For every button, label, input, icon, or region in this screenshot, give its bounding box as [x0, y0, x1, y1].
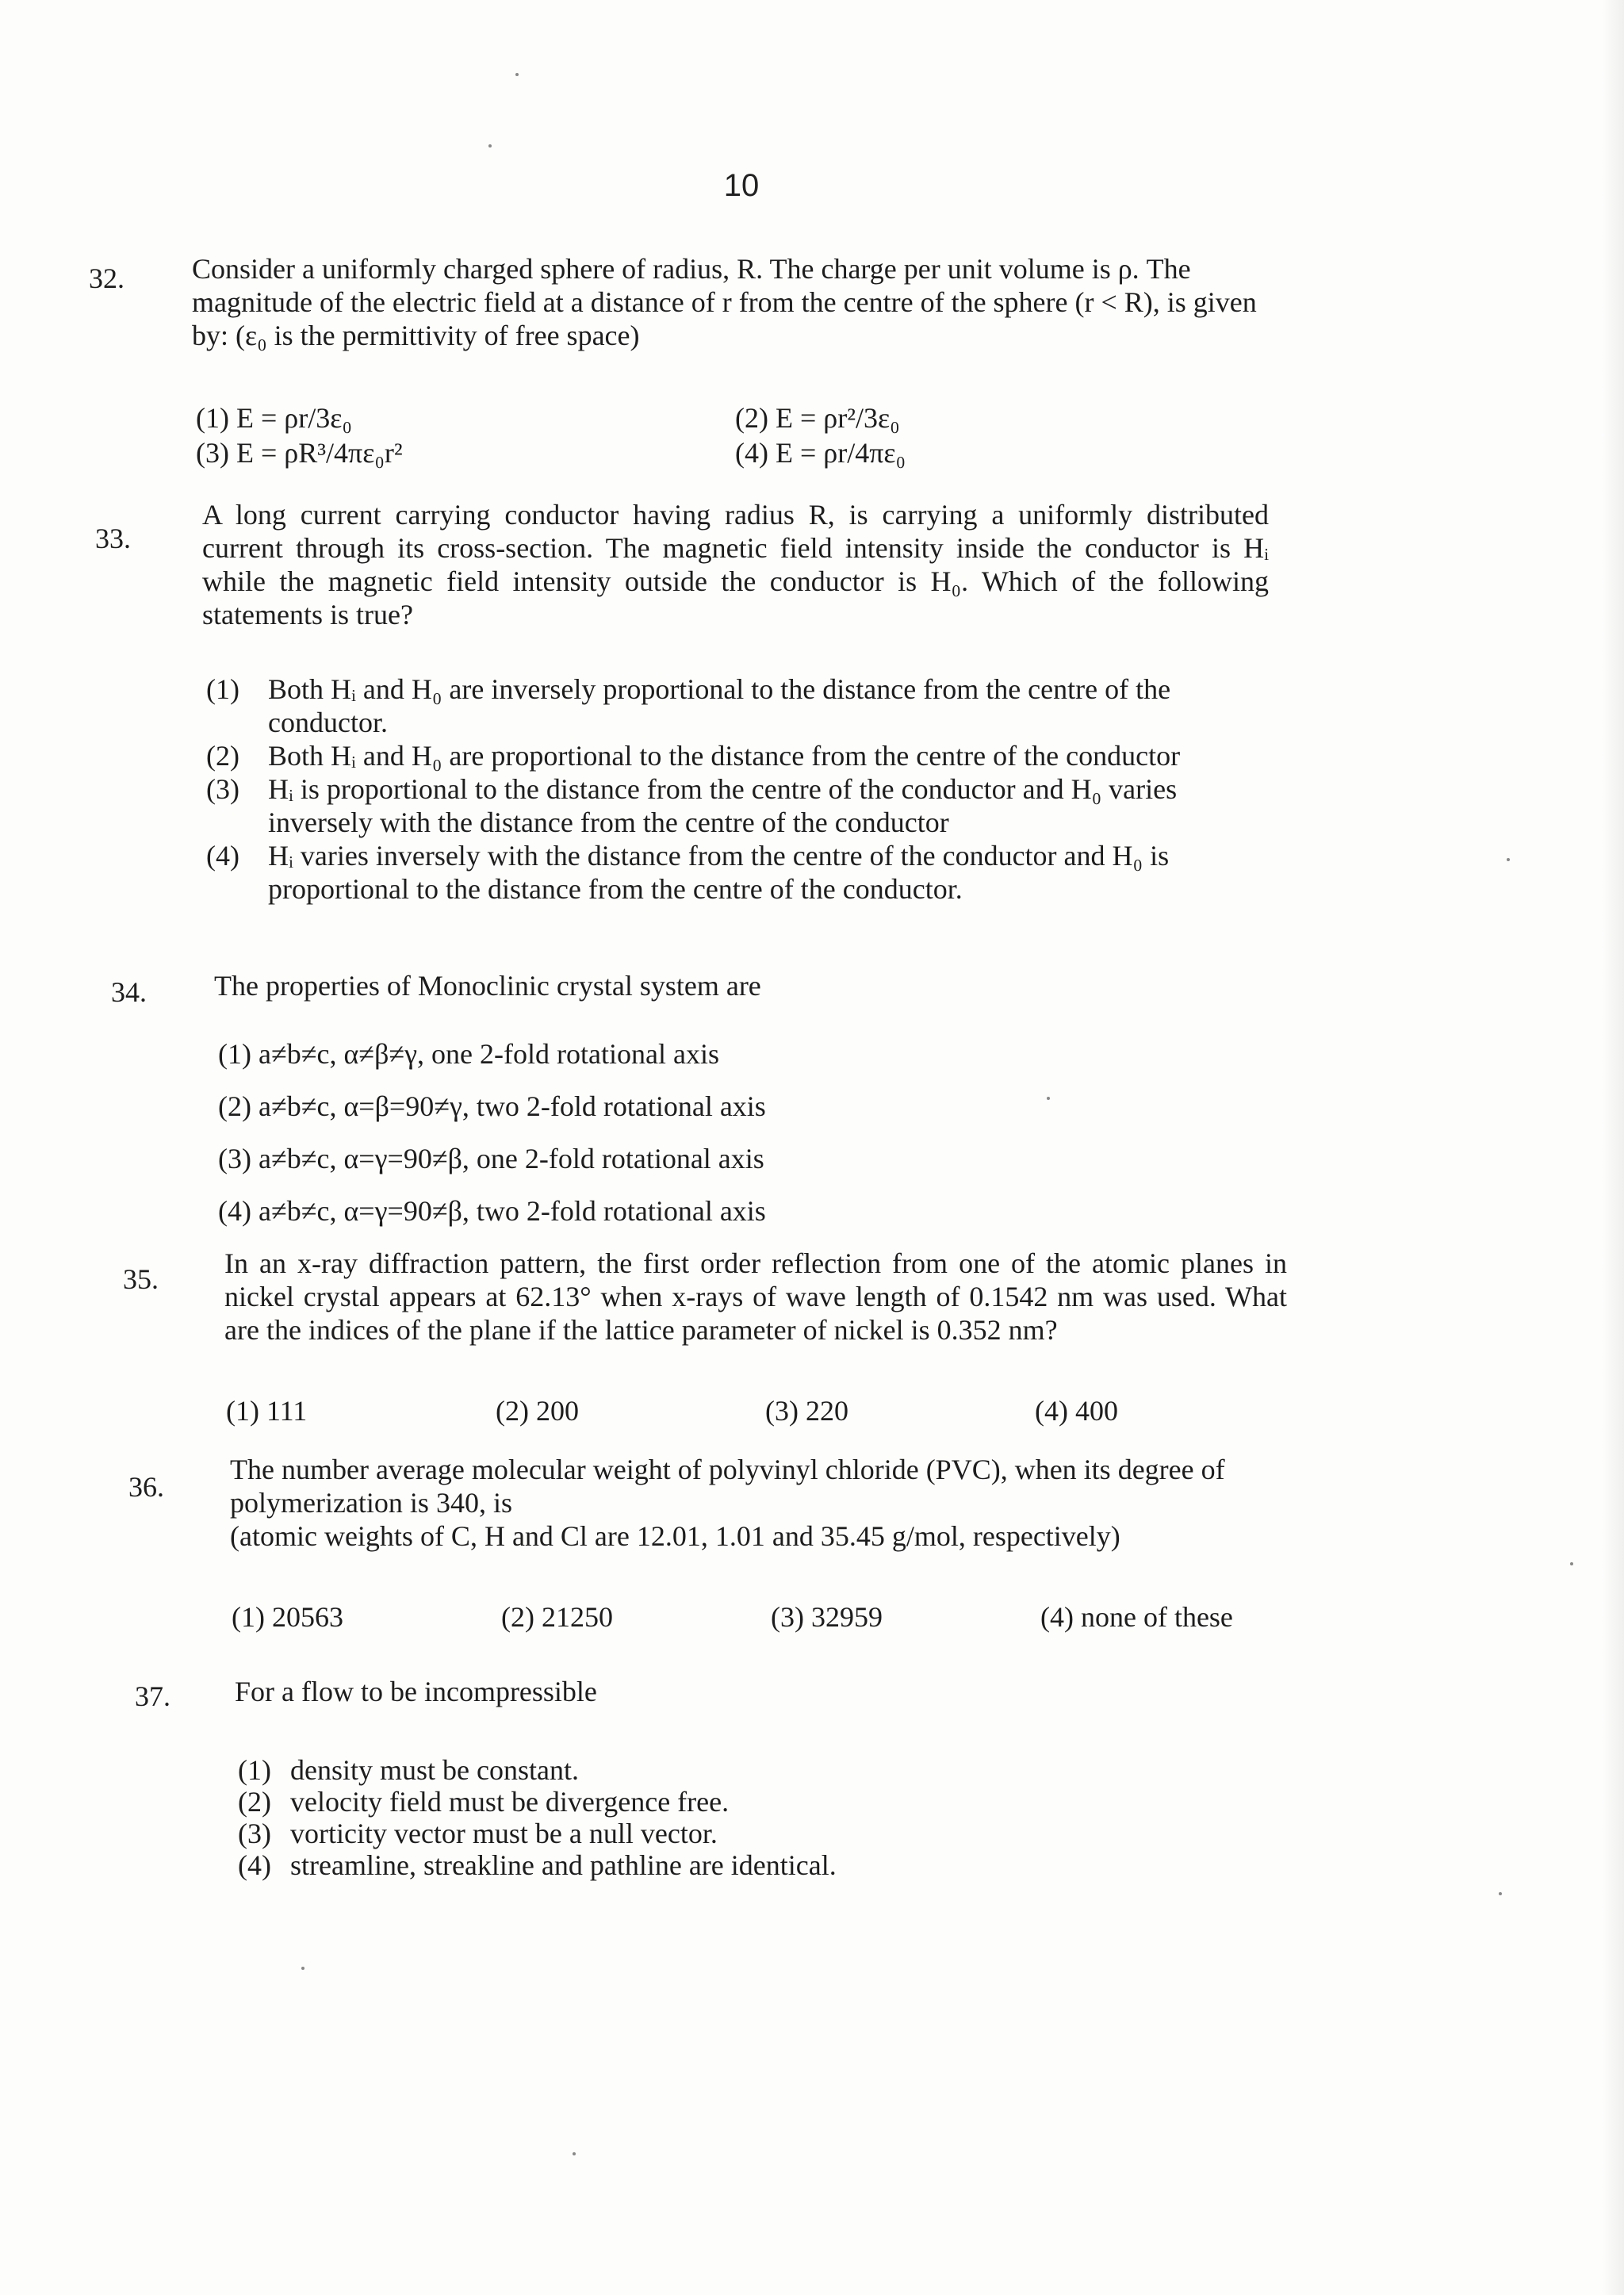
page-number: 10 [723, 168, 760, 203]
option-3[interactable]: (3) E = ρR³/4πε₀r² [196, 437, 403, 469]
option-4[interactable]: (4) none of these [1040, 1601, 1233, 1633]
question-stem: A long current carrying conductor having radius R, is carrying a uniformly distributed current through its cross-section. The magnetic field intensity inside the conductor is Hᵢ while the magnetic field intensity outside the conductor is H₀. Which of the following statements is true? [202, 499, 1269, 630]
option-3[interactable]: (3) 32959 [771, 1601, 883, 1633]
options [196, 401, 1179, 469]
scan-speck [515, 73, 519, 76]
option-4[interactable] [238, 1849, 837, 1881]
option-3[interactable] [206, 772, 1277, 839]
option-key: (4) [206, 840, 239, 872]
option-4[interactable]: (4) 400 [1035, 1395, 1118, 1427]
scan-speck [1570, 1562, 1573, 1565]
option-3[interactable] [238, 1818, 837, 1849]
scan-speck [1507, 858, 1510, 861]
options [218, 1037, 766, 1228]
question-stem: In an x-ray diffraction pattern, the first order reflection from one of the atomic planes in nickel crystal appears at 62.13° when x-rays of wave length of 0.1542 nm was used. What are the indices of the plane if the lattice parameter of nickel is 0.352 nm? [224, 1247, 1287, 1346]
option-key: (2) [238, 1786, 271, 1818]
option-2[interactable] [206, 739, 1277, 772]
options [226, 1394, 1273, 1427]
options [206, 672, 1277, 906]
option-key: (2) [206, 740, 239, 772]
option-key: (3) [238, 1818, 271, 1849]
question-number: 35. [123, 1263, 159, 1295]
option-2[interactable]: (2) 200 [496, 1395, 579, 1427]
option-text: Both Hᵢ and H₀ are proportional to the distance from the centre of the conductor [268, 740, 1181, 772]
question-number: 37. [135, 1680, 170, 1712]
option-2[interactable]: (2) 21250 [501, 1601, 613, 1633]
option-text: streamline, streakline and pathline are identical. [290, 1849, 837, 1881]
option-3[interactable]: (3) 220 [765, 1395, 848, 1427]
option-3[interactable]: (3) a≠b≠c, α=γ=90≠β, one 2-fold rotational axis [218, 1143, 764, 1174]
option-2[interactable]: (2) a≠b≠c, α=β=90≠γ, two 2-fold rotational axis [218, 1090, 766, 1122]
question-number: 33. [95, 523, 131, 554]
option-key: (1) [238, 1754, 271, 1786]
option-key: (3) [206, 773, 239, 805]
option-1[interactable]: (1) a≠b≠c, α≠β≠γ, one 2-fold rotational axis [218, 1038, 719, 1070]
scan-speck [573, 2152, 576, 2155]
option-2[interactable]: (2) E = ρr²/3ε₀ [735, 402, 900, 434]
option-text: Both Hᵢ and H₀ are inversely proportional to the distance from the centre of the conductor. [268, 673, 1171, 738]
question-stem-note: (atomic weights of C, H and Cl are 12.01, 1.01 and 35.45 g/mol, respectively) [230, 1520, 1120, 1552]
option-key: (1) [206, 673, 239, 705]
option-key: (4) [238, 1849, 271, 1881]
option-text: velocity field must be divergence free. [290, 1786, 730, 1818]
option-1[interactable]: (1) 111 [226, 1395, 308, 1427]
question-number: 36. [128, 1471, 164, 1503]
scan-speck [301, 1967, 304, 1970]
question-stem: For a flow to be incompressible [235, 1676, 597, 1707]
scan-speck [1499, 1892, 1502, 1895]
option-4[interactable] [206, 839, 1277, 906]
option-1[interactable]: (1) 20563 [232, 1601, 343, 1633]
question-number: 32. [89, 262, 124, 294]
option-text: Hᵢ varies inversely with the distance from the centre of the conductor and H₀ is proportional to the distance from the centre of the conductor. [268, 840, 1170, 905]
option-1[interactable] [206, 672, 1277, 739]
option-text: vorticity vector must be a null vector. [290, 1818, 718, 1849]
page-edge-shadow [1602, 0, 1624, 2295]
option-text: Hᵢ is proportional to the distance from the centre of the conductor and H₀ varies inversely with the distance from the centre of the conductor [268, 773, 1178, 838]
question-number: 34. [111, 976, 147, 1008]
option-4[interactable]: (4) a≠b≠c, α=γ=90≠β, two 2-fold rotational axis [218, 1195, 766, 1227]
option-2[interactable] [238, 1786, 837, 1818]
question-stem: The properties of Monoclinic crystal system are [214, 970, 761, 1002]
question-stem: The number average molecular weight of polyvinyl chloride (PVC), when its degree of polymerization is 340, is [230, 1454, 1225, 1519]
scan-speck [488, 144, 492, 148]
scan-speck [1047, 1097, 1050, 1100]
option-1[interactable]: (1) E = ρr/3ε₀ [196, 402, 352, 434]
option-text: density must be constant. [290, 1754, 579, 1786]
option-4[interactable]: (4) E = ρr/4πε₀ [735, 437, 906, 469]
question-stem: Consider a uniformly charged sphere of radius, R. The charge per unit volume is ρ. The magnitude of the electric field at a distance of r from the centre of the sphere (r < R), is given by: (ε₀ is the permittivity of free space) [192, 253, 1257, 351]
options [232, 1600, 1278, 1634]
options [238, 1754, 837, 1881]
option-1[interactable] [238, 1754, 837, 1786]
